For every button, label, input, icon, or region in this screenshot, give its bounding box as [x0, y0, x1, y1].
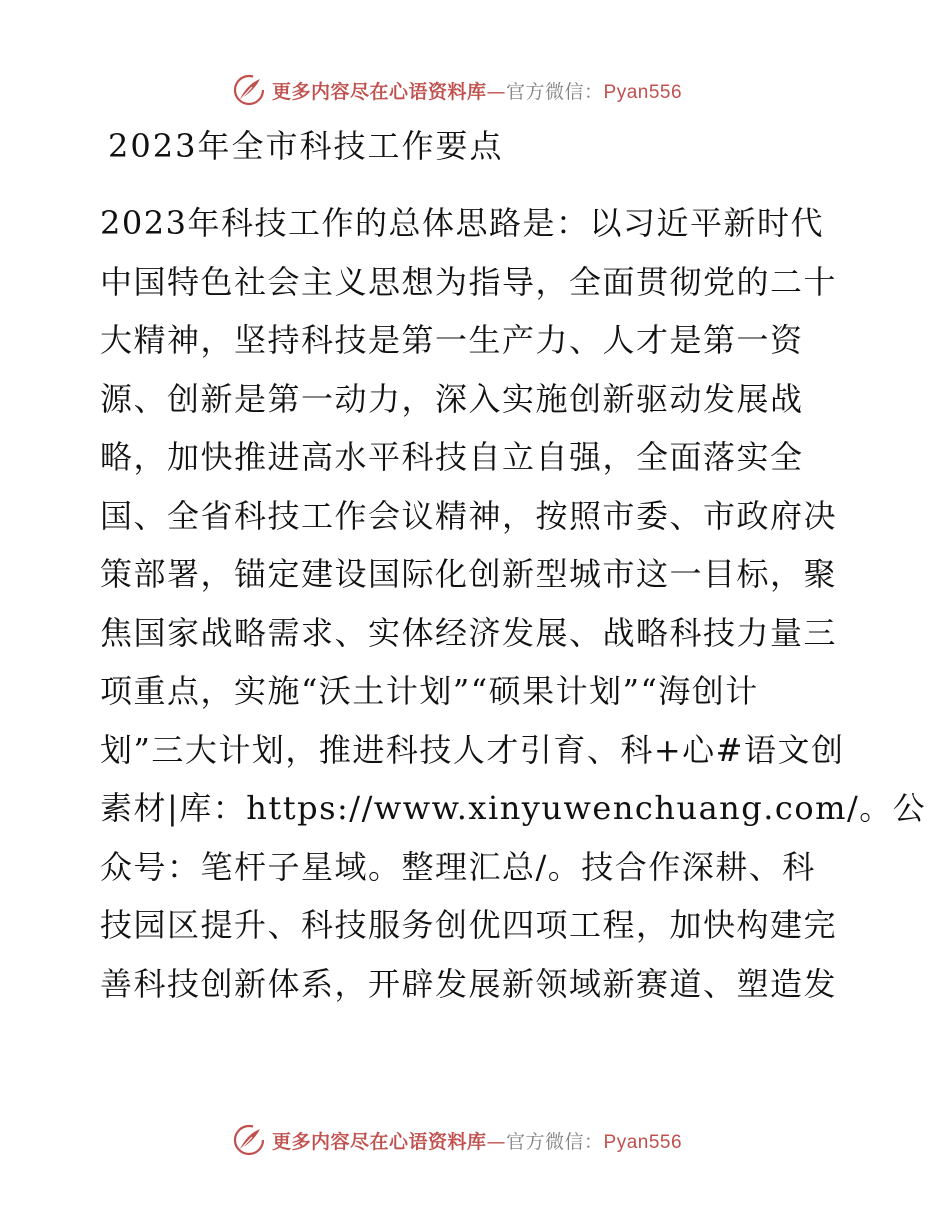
body-line: 划”三大计划，推进科技人才引育、科+心#语文创	[100, 730, 845, 769]
body-line: 焦国家战略需求、实体经济发展、战略科技力量三	[100, 613, 838, 652]
feather-pen-logo-icon	[232, 1123, 266, 1157]
body-line: 技园区提升、科技服务创优四项工程，加快构建完	[100, 906, 838, 944]
body-line: 项重点，实施“沃土计划”“硕果计划”“海创计	[100, 672, 759, 710]
body-line: 国、全省科技工作会议精神，按照市委、市政府决	[100, 496, 838, 535]
watermark-site-name: 更多内容尽在心语资料库	[272, 80, 487, 103]
body-line: 善科技创新体系，开辟发展新领域新赛道、塑造发	[100, 964, 838, 1003]
feather-pen-logo-icon	[232, 73, 266, 107]
body-line: 源、创新是第一动力，深入实施创新驱动发展战	[100, 379, 804, 418]
body-line: 策部署，锚定建设国际化创新型城市这一目标，聚	[100, 555, 838, 593]
document-title: 2023年全市科技工作要点	[108, 127, 504, 165]
watermark-dash: —	[486, 80, 507, 103]
watermark-wechat-id: Pyan556	[603, 81, 683, 103]
body-line: 略，加快推进高水平科技自立自强，全面落实全	[100, 438, 804, 476]
body-line: 素材|库：https://www.xinyuwenchuang.com/。公	[100, 789, 927, 827]
body-line: 大精神，坚持科技是第一生产力、人才是第一资	[100, 321, 804, 359]
body-line: 2023年科技工作的总体思路是：以习近平新时代	[100, 204, 824, 242]
body-line: 众号：笔杆子星域。整理汇总/。技合作深耕、科	[100, 847, 816, 886]
header-watermark	[232, 70, 682, 110]
document-body	[100, 194, 927, 1013]
watermark-site-name: 更多内容尽在心语资料库	[272, 1130, 487, 1153]
watermark-wechat-label: 官方微信：	[506, 1130, 604, 1153]
watermark-wechat-label: 官方微信：	[506, 80, 604, 103]
watermark-dash: —	[486, 1130, 507, 1153]
footer-watermark	[232, 1120, 682, 1160]
body-line: 中国特色社会主义思想为指导，全面贯彻党的二十	[100, 262, 838, 301]
watermark-text	[272, 77, 682, 104]
watermark-wechat-id: Pyan556	[603, 1131, 683, 1153]
watermark-text	[272, 1127, 682, 1154]
